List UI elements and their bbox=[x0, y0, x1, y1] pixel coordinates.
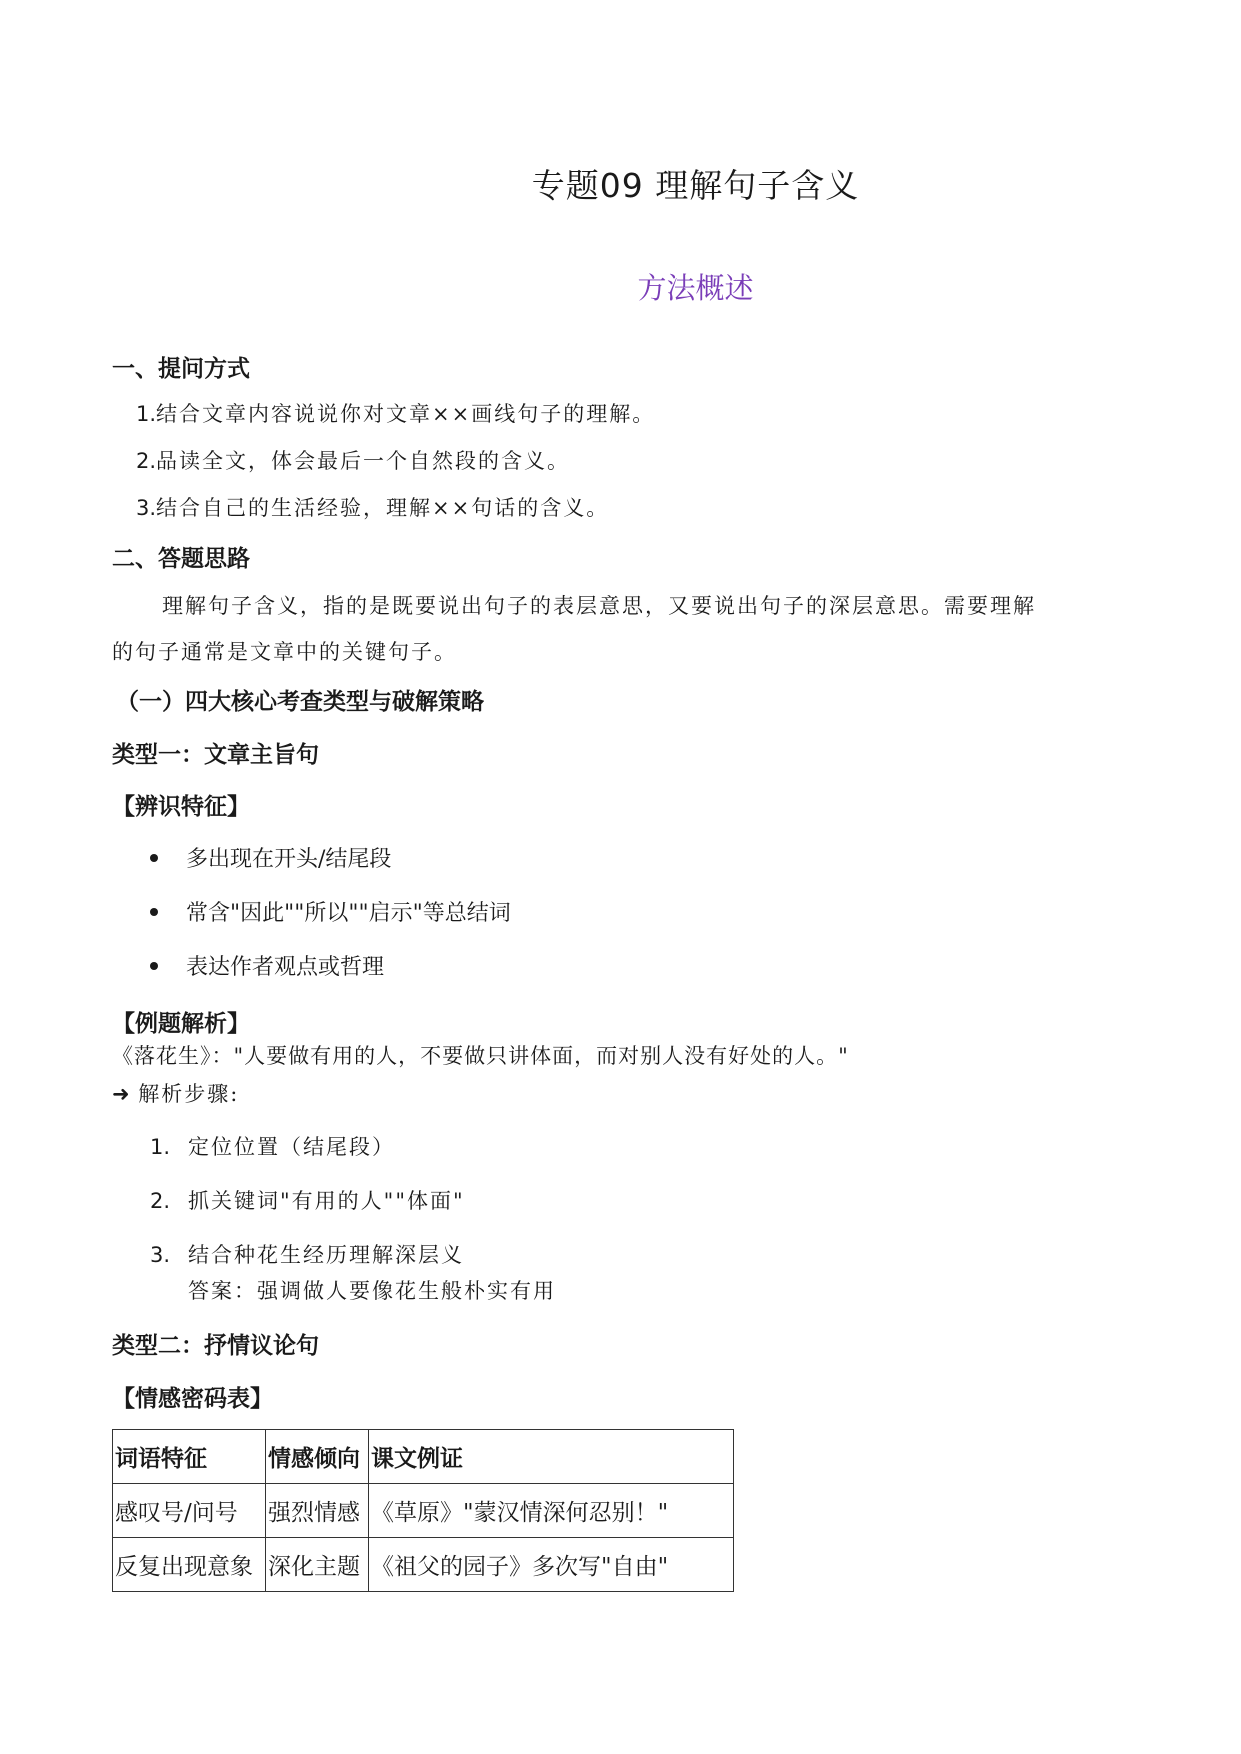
feature-text: 多出现在开头/结尾段 bbox=[186, 847, 392, 872]
emotion-code-table bbox=[112, 1429, 734, 1592]
question-number: 3. bbox=[136, 496, 157, 520]
step-number: 2. bbox=[150, 1189, 171, 1213]
feature-bullet-3 bbox=[150, 950, 384, 981]
example-quote: 《落花生》："人要做有用的人，不要做只讲体面，而对别人没有好处的人。" bbox=[112, 1044, 849, 1068]
feature-text: 常含"因此""所以""启示"等总结词 bbox=[186, 901, 511, 926]
question-text: 结合文章内容说说你对文章××画线句子的理解。 bbox=[156, 402, 656, 426]
question-number: 1. bbox=[136, 402, 157, 426]
type2-heading: 类型二：抒情议论句 bbox=[112, 1333, 319, 1359]
question-item-1 bbox=[136, 398, 655, 428]
step-item-2 bbox=[150, 1185, 465, 1215]
approach-paragraph-line-2: 的句子通常是文章中的关键句子。 bbox=[112, 640, 457, 664]
step-item-3 bbox=[150, 1239, 464, 1269]
page-title: 专题09 理解句子含义 bbox=[531, 166, 860, 205]
feature-text: 表达作者观点或哲理 bbox=[186, 955, 385, 980]
step-text: 结合种花生经历理解深层义 bbox=[188, 1243, 464, 1267]
example-answer: 答案：强调做人要像花生般朴实有用 bbox=[188, 1279, 556, 1303]
table-row bbox=[113, 1538, 734, 1592]
table-header-row bbox=[113, 1430, 734, 1484]
approach-paragraph-line-1: 理解句子含义，指的是既要说出句子的表层意思，又要说出句子的深层意思。需要理解 bbox=[162, 594, 1036, 618]
table-cell: 反复出现意象 bbox=[113, 1538, 266, 1592]
arrow-right-icon: ➜ bbox=[112, 1082, 130, 1106]
bullet-dot-icon bbox=[150, 962, 158, 970]
step-item-1 bbox=[150, 1131, 395, 1161]
table-header-cell: 情感倾向 bbox=[266, 1430, 369, 1484]
table-cell: 强烈情感 bbox=[266, 1484, 369, 1538]
type1-heading: 类型一：文章主旨句 bbox=[112, 742, 319, 768]
table-cell: 感叹号/问号 bbox=[113, 1484, 266, 1538]
step-number: 3. bbox=[150, 1243, 171, 1267]
bullet-dot-icon bbox=[150, 854, 158, 862]
table-cell: 深化主题 bbox=[266, 1538, 369, 1592]
question-text: 结合自己的生活经验，理解××句话的含义。 bbox=[156, 496, 610, 520]
page-subtitle: 方法概述 bbox=[637, 271, 754, 305]
sub-heading-core-types: （一）四大核心考查类型与破解策略 bbox=[116, 689, 484, 715]
steps-label: 解析步骤: bbox=[138, 1082, 240, 1106]
type1-example-label: 【例题解析】 bbox=[112, 1011, 250, 1037]
type2-table-label: 【情感密码表】 bbox=[112, 1386, 273, 1412]
steps-intro bbox=[112, 1078, 239, 1108]
table-cell: 《草原》"蒙汉情深何忍别！" bbox=[369, 1484, 734, 1538]
step-text: 抓关键词"有用的人""体面" bbox=[188, 1189, 465, 1213]
table-row bbox=[113, 1484, 734, 1538]
type1-feature-label: 【辨识特征】 bbox=[112, 794, 250, 820]
table-cell: 《祖父的园子》多次写"自由" bbox=[369, 1538, 734, 1592]
step-number: 1. bbox=[150, 1135, 171, 1159]
section-heading-questions: 一、提问方式 bbox=[112, 356, 250, 382]
table-header-cell: 词语特征 bbox=[113, 1430, 266, 1484]
question-item-2 bbox=[136, 445, 570, 475]
feature-bullet-2 bbox=[150, 896, 511, 927]
section-heading-approach: 二、答题思路 bbox=[112, 546, 250, 572]
step-text: 定位位置（结尾段） bbox=[188, 1135, 395, 1159]
question-text: 品读全文，体会最后一个自然段的含义。 bbox=[156, 449, 571, 473]
question-number: 2. bbox=[136, 449, 157, 473]
bullet-dot-icon bbox=[150, 908, 158, 916]
question-item-3 bbox=[136, 492, 609, 522]
feature-bullet-1 bbox=[150, 842, 391, 873]
table-header-cell: 课文例证 bbox=[369, 1430, 734, 1484]
